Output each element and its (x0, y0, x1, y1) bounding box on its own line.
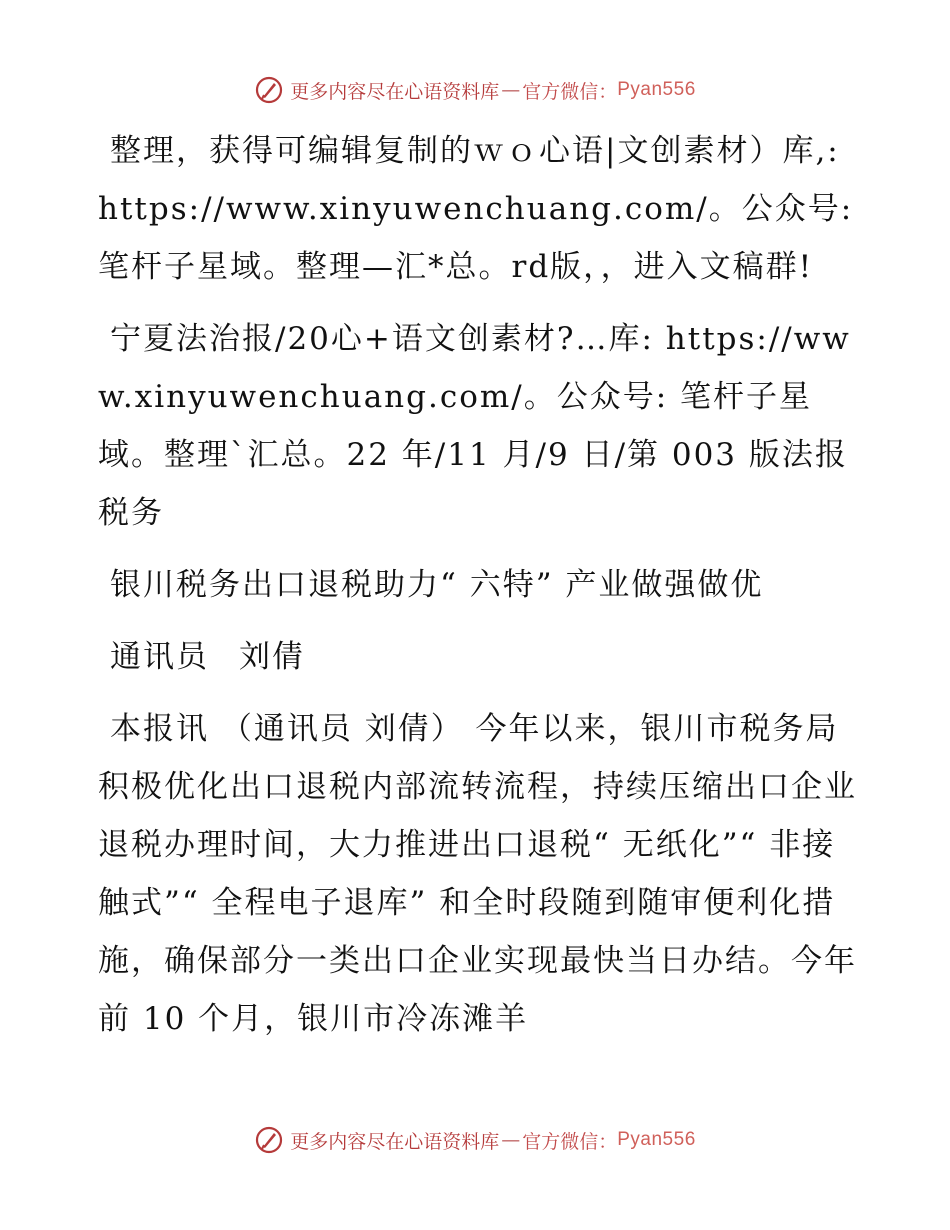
intro-paragraph-2: 宁夏法治报/20心+语文创素材?…库: https://www.xinyuwenchuang.com/。公众号: 笔杆子星域。整理`汇总。22 年/11 月/9 日/第 003 版法报税务 (98, 321, 851, 531)
footer-separator: — (501, 1129, 521, 1151)
quill-in-circle-icon (254, 75, 284, 105)
footer-wechat-id: Pyan556 (617, 1129, 696, 1150)
header-brand: 更多内容尽在心语资料库 (290, 80, 500, 103)
document-body (98, 122, 858, 1062)
footer-wechat-label: 官方微信： (522, 1130, 618, 1153)
footer-banner (0, 1122, 950, 1158)
header-separator: — (501, 79, 521, 101)
article-byline (98, 628, 858, 686)
header-banner (0, 72, 950, 108)
byline-role: 通讯员 (110, 639, 209, 675)
intro-paragraph-1: 整理，获得可编辑复制的ｗｏ心语|文创素材）库,: https://www.xinyuwenchuang.com/。公众号: 笔杆子星域。整理—汇*总。rd版，，进入文稿群! (98, 133, 854, 285)
header-wechat-label: 官方微信： (522, 80, 618, 103)
article-title: 银川税务出口退税助力“ 六特” 产业做强做优 (110, 567, 764, 603)
byline-name: 刘倩 (239, 639, 305, 675)
article-body: 本报讯 （通讯员 刘倩） 今年以来，银川市税务局积极优化出口退税内部流转流程，持续压缩出口企业退税办理时间，大力推进出口退税“ 无纸化”“ 非接触式”“ 全程电子退库” 和全时段随到随审便利化措施，确保部分一类出口企业实现最快当日办结。今年前 10 个月，银川市冷冻滩羊 (98, 711, 857, 1037)
header-wechat-id: Pyan556 (617, 79, 696, 100)
footer-brand: 更多内容尽在心语资料库 (290, 1130, 500, 1153)
quill-in-circle-icon (254, 1125, 284, 1155)
